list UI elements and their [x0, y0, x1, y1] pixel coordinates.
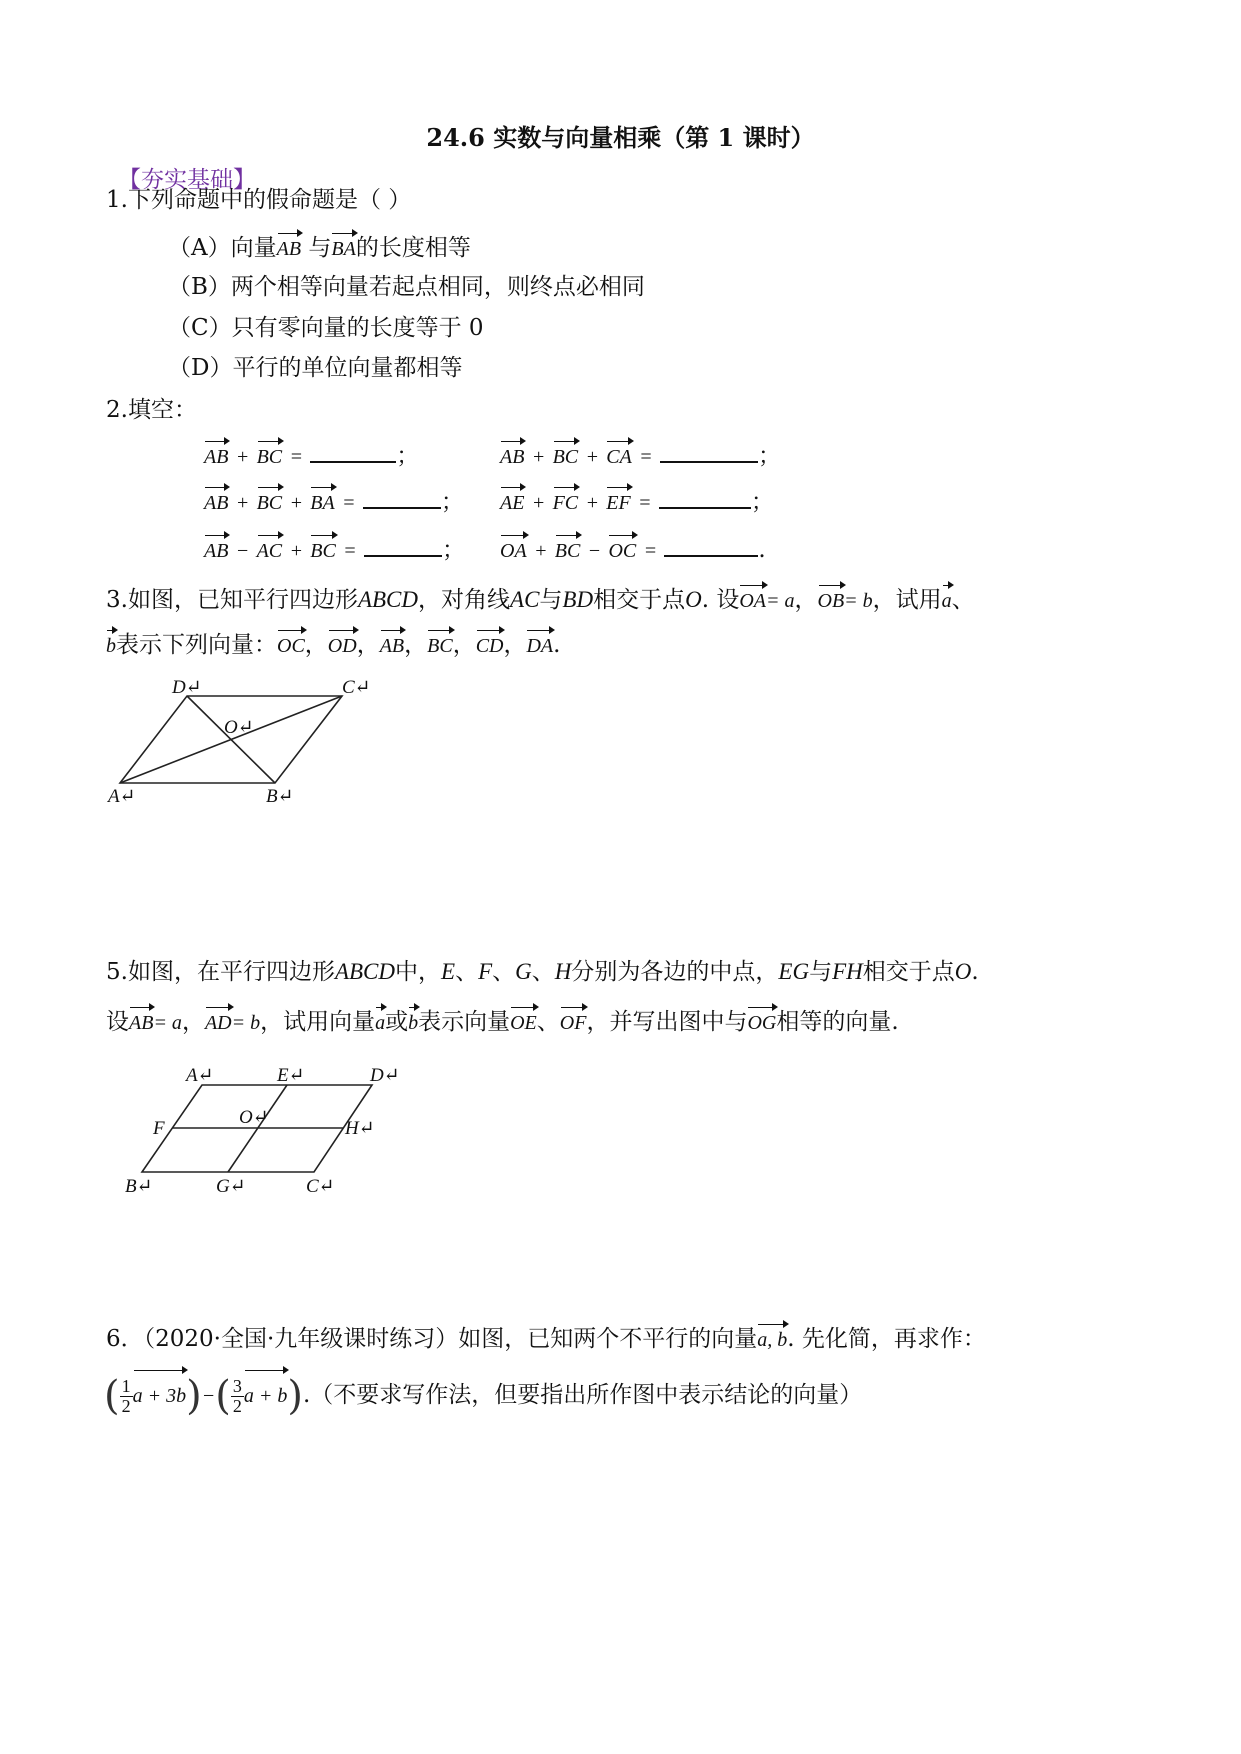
label-a: A↵ — [108, 786, 136, 807]
q2-row3-left — [204, 532, 465, 566]
q5-parallelogram-diagram — [110, 1055, 410, 1205]
vector-bc: BC — [257, 438, 283, 472]
q5-eg: EG — [778, 959, 810, 984]
period: . — [553, 632, 561, 658]
label-c: C↵ — [342, 677, 371, 698]
q3-ac: AC — [510, 587, 540, 612]
q3-o: O — [685, 587, 702, 612]
expr-a-plus-3b: a + 3b — [133, 1367, 187, 1421]
vector-oc: OC — [608, 532, 636, 566]
period: . — [971, 959, 979, 985]
q1-option-b: （B）两个相等向量若起点相同，则终点必相同 — [168, 274, 645, 300]
denominator: 2 — [232, 1395, 242, 1416]
q5-abcd: ABCD — [334, 959, 396, 984]
comma: ， — [794, 587, 818, 613]
comma: ， — [404, 632, 428, 658]
comma: ， — [181, 1009, 205, 1035]
q3-text: 表示下列向量： — [116, 632, 277, 658]
q5-text: 、 — [536, 1009, 560, 1035]
q5-text: 或 — [385, 1009, 409, 1035]
q2-row3-right — [500, 532, 766, 566]
vector-ac: AC — [257, 532, 283, 566]
op: + — [533, 540, 548, 562]
vector-ef: EF — [606, 484, 630, 518]
vector-ba: BA — [310, 484, 334, 518]
comma: ， — [304, 632, 328, 658]
q5-e: E — [441, 959, 456, 984]
vector-bc: BC — [427, 627, 453, 661]
op: + — [531, 492, 546, 514]
q1-option-d: （D）平行的单位向量都相等 — [168, 355, 463, 381]
fraction-one-half — [120, 1377, 133, 1416]
vector-oa: OA — [500, 532, 527, 566]
answer-blank[interactable] — [364, 535, 442, 557]
equals: = — [289, 446, 303, 468]
label-d: D↵ — [172, 677, 202, 698]
q2-stem: 2.填空： — [106, 397, 197, 423]
label-b: B↵ — [125, 1176, 153, 1197]
q2-row2-left — [204, 484, 464, 518]
vector-b: b — [408, 1004, 418, 1038]
q5-text: 与 — [809, 959, 833, 985]
q3-text: 、 — [951, 587, 975, 613]
op: + — [235, 492, 250, 514]
op: + — [531, 446, 546, 468]
q5-text: 、 — [492, 959, 516, 985]
q2-row1-left — [204, 438, 419, 472]
q3-text: 3.如图，已知平行四边形 — [106, 587, 358, 613]
q5-text: 5.如图，在平行四边形 — [106, 959, 335, 985]
vector-oe: OE — [510, 1004, 537, 1038]
vector-a: a — [375, 1004, 385, 1038]
q3-line1 — [106, 582, 975, 616]
q3-text: 相交于点 — [593, 587, 686, 613]
q1-a-pre: （A）向量 — [168, 235, 277, 261]
q3-abcd: ABCD — [357, 587, 419, 612]
vector-oa: OA — [739, 582, 766, 616]
page-title: 24.6 实数与向量相乘（第 1 课时） — [426, 123, 815, 152]
q5-text: 表示向量 — [418, 1009, 511, 1035]
right-paren: ) — [186, 1373, 202, 1419]
comma: ， — [503, 632, 527, 658]
vector-ae: AE — [500, 484, 524, 518]
q5-text: 相交于点 — [862, 959, 955, 985]
vector-ba: BA — [331, 230, 355, 264]
answer-blank[interactable] — [664, 535, 758, 557]
diagonal-bd — [187, 696, 275, 783]
q3-parallelogram-diagram — [100, 670, 390, 820]
vector-ab: AB — [277, 230, 301, 264]
q5-text: ，试用向量 — [260, 1009, 376, 1035]
vector-ad: AD — [205, 1004, 232, 1038]
q6-line1 — [106, 1321, 986, 1355]
vector-cd: CD — [476, 627, 504, 661]
comma: ， — [452, 632, 476, 658]
q3-bd: BD — [562, 587, 594, 612]
q3-line2 — [106, 627, 560, 661]
semicolon: ； — [440, 489, 464, 515]
fraction-three-halves — [231, 1377, 244, 1416]
vector-ab: AB — [204, 438, 228, 472]
answer-blank[interactable] — [659, 487, 751, 509]
vector-ab: AB — [204, 484, 228, 518]
equals: = — [643, 540, 658, 562]
q5-f: F — [478, 959, 493, 984]
q1-option-a — [168, 230, 471, 264]
vector-od: OD — [328, 627, 357, 661]
numerator: 3 — [232, 1375, 242, 1396]
vector-oc: OC — [277, 627, 305, 661]
period: . — [758, 537, 766, 563]
semicolon: ； — [757, 443, 781, 469]
q6-line2 — [104, 1367, 862, 1421]
q3-eq-a: = a — [766, 590, 795, 612]
vector-ob: OB — [818, 582, 845, 616]
q6-text: . 先化简，再求作： — [787, 1326, 986, 1352]
comma: ， — [356, 632, 380, 658]
vector-a: a — [942, 582, 952, 616]
answer-blank[interactable] — [660, 441, 758, 463]
label-d: D↵ — [370, 1065, 400, 1086]
label-c: C↵ — [306, 1176, 335, 1197]
vector-bc: BC — [310, 532, 336, 566]
q5-eq-b: = b — [231, 1012, 261, 1034]
op: + — [235, 446, 250, 468]
q3-text: ，对角线 — [418, 587, 511, 613]
q3-text: 与 — [539, 587, 563, 613]
label-e: E↵ — [277, 1065, 305, 1086]
vector-da: DA — [526, 627, 553, 661]
q3-eq-b: = b — [844, 590, 873, 612]
q5-o: O — [954, 959, 972, 984]
vector-b: b — [106, 627, 116, 661]
label-f: F — [153, 1118, 165, 1139]
q6-text: 6．（2020·全国·九年级课时练习）如图，已知两个不平行的向量 — [106, 1326, 758, 1352]
q5-line2 — [106, 1004, 899, 1038]
semicolon: ； — [396, 443, 420, 469]
vector-bc: BC — [257, 484, 283, 518]
vector-ca: CA — [606, 438, 632, 472]
vector-of: OF — [560, 1004, 587, 1038]
answer-blank[interactable] — [310, 441, 396, 463]
label-o: O↵ — [224, 717, 254, 738]
vector-ab: AB — [129, 1004, 153, 1038]
q5-text: 、 — [531, 959, 555, 985]
q1-a-mid: 与 — [308, 235, 332, 261]
q2-row2-right — [500, 484, 774, 518]
label-a: A↵ — [186, 1065, 214, 1086]
q6-text: .（不要求写作法，但要指出所作图中表示结论的向量） — [302, 1382, 863, 1408]
vector-ab: AB — [500, 438, 524, 472]
section-heading: 【夯实基础】 — [118, 167, 256, 193]
label-o: O↵ — [239, 1107, 269, 1128]
vector-bc: BC — [555, 532, 581, 566]
q5-text: 相等的向量. — [776, 1009, 899, 1035]
op: + — [289, 492, 303, 514]
equals: = — [343, 540, 357, 562]
vector-ab: AB — [204, 532, 228, 566]
label-h: H↵ — [345, 1118, 375, 1139]
expr-a-plus-b: a + b — [244, 1367, 288, 1421]
vector-bc: BC — [553, 438, 579, 472]
q5-text: 分别为各边的中点， — [571, 959, 779, 985]
denominator: 2 — [121, 1395, 131, 1416]
vector-a-b: a, b — [757, 1321, 787, 1355]
vector-og: OG — [747, 1004, 776, 1038]
equals: = — [639, 446, 653, 468]
q5-line1 — [106, 957, 979, 987]
left-paren: ( — [104, 1373, 120, 1419]
op: − — [235, 540, 250, 562]
answer-blank[interactable] — [363, 487, 441, 509]
q3-text: ，试用 — [872, 587, 942, 613]
numerator: 1 — [121, 1375, 131, 1396]
q1-option-c: （C）只有零向量的长度等于 0 — [168, 315, 484, 341]
q5-text: 中， — [395, 959, 442, 985]
q5-text: 设 — [106, 1009, 129, 1035]
semicolon: ； — [441, 537, 465, 563]
vector-ab: AB — [380, 627, 404, 661]
q5-text: 、 — [455, 959, 479, 985]
equals: = — [342, 492, 356, 514]
q1-a-post: 的长度相等 — [355, 235, 471, 261]
q5-g: G — [515, 959, 532, 984]
q5-text: ，并写出图中与 — [586, 1009, 748, 1035]
op: + — [585, 446, 599, 468]
q2-row1-right — [500, 438, 781, 472]
q5-h: H — [554, 959, 572, 984]
op: − — [587, 540, 602, 562]
left-paren: ( — [215, 1373, 231, 1419]
right-paren: ) — [287, 1373, 303, 1419]
minus-sign: − — [201, 1385, 216, 1407]
q5-fh: FH — [832, 959, 863, 984]
q3-text: . 设 — [701, 587, 740, 613]
op: + — [585, 492, 599, 514]
semicolon: ； — [750, 489, 774, 515]
q1-stem: 1.下列命题中的假命题是（ ） — [106, 187, 412, 213]
label-b: B↵ — [266, 786, 294, 807]
vector-fc: FC — [553, 484, 579, 518]
equals: = — [638, 492, 652, 514]
op: + — [289, 540, 303, 562]
label-g: G↵ — [216, 1176, 246, 1197]
q5-eq-a: = a — [153, 1012, 182, 1034]
